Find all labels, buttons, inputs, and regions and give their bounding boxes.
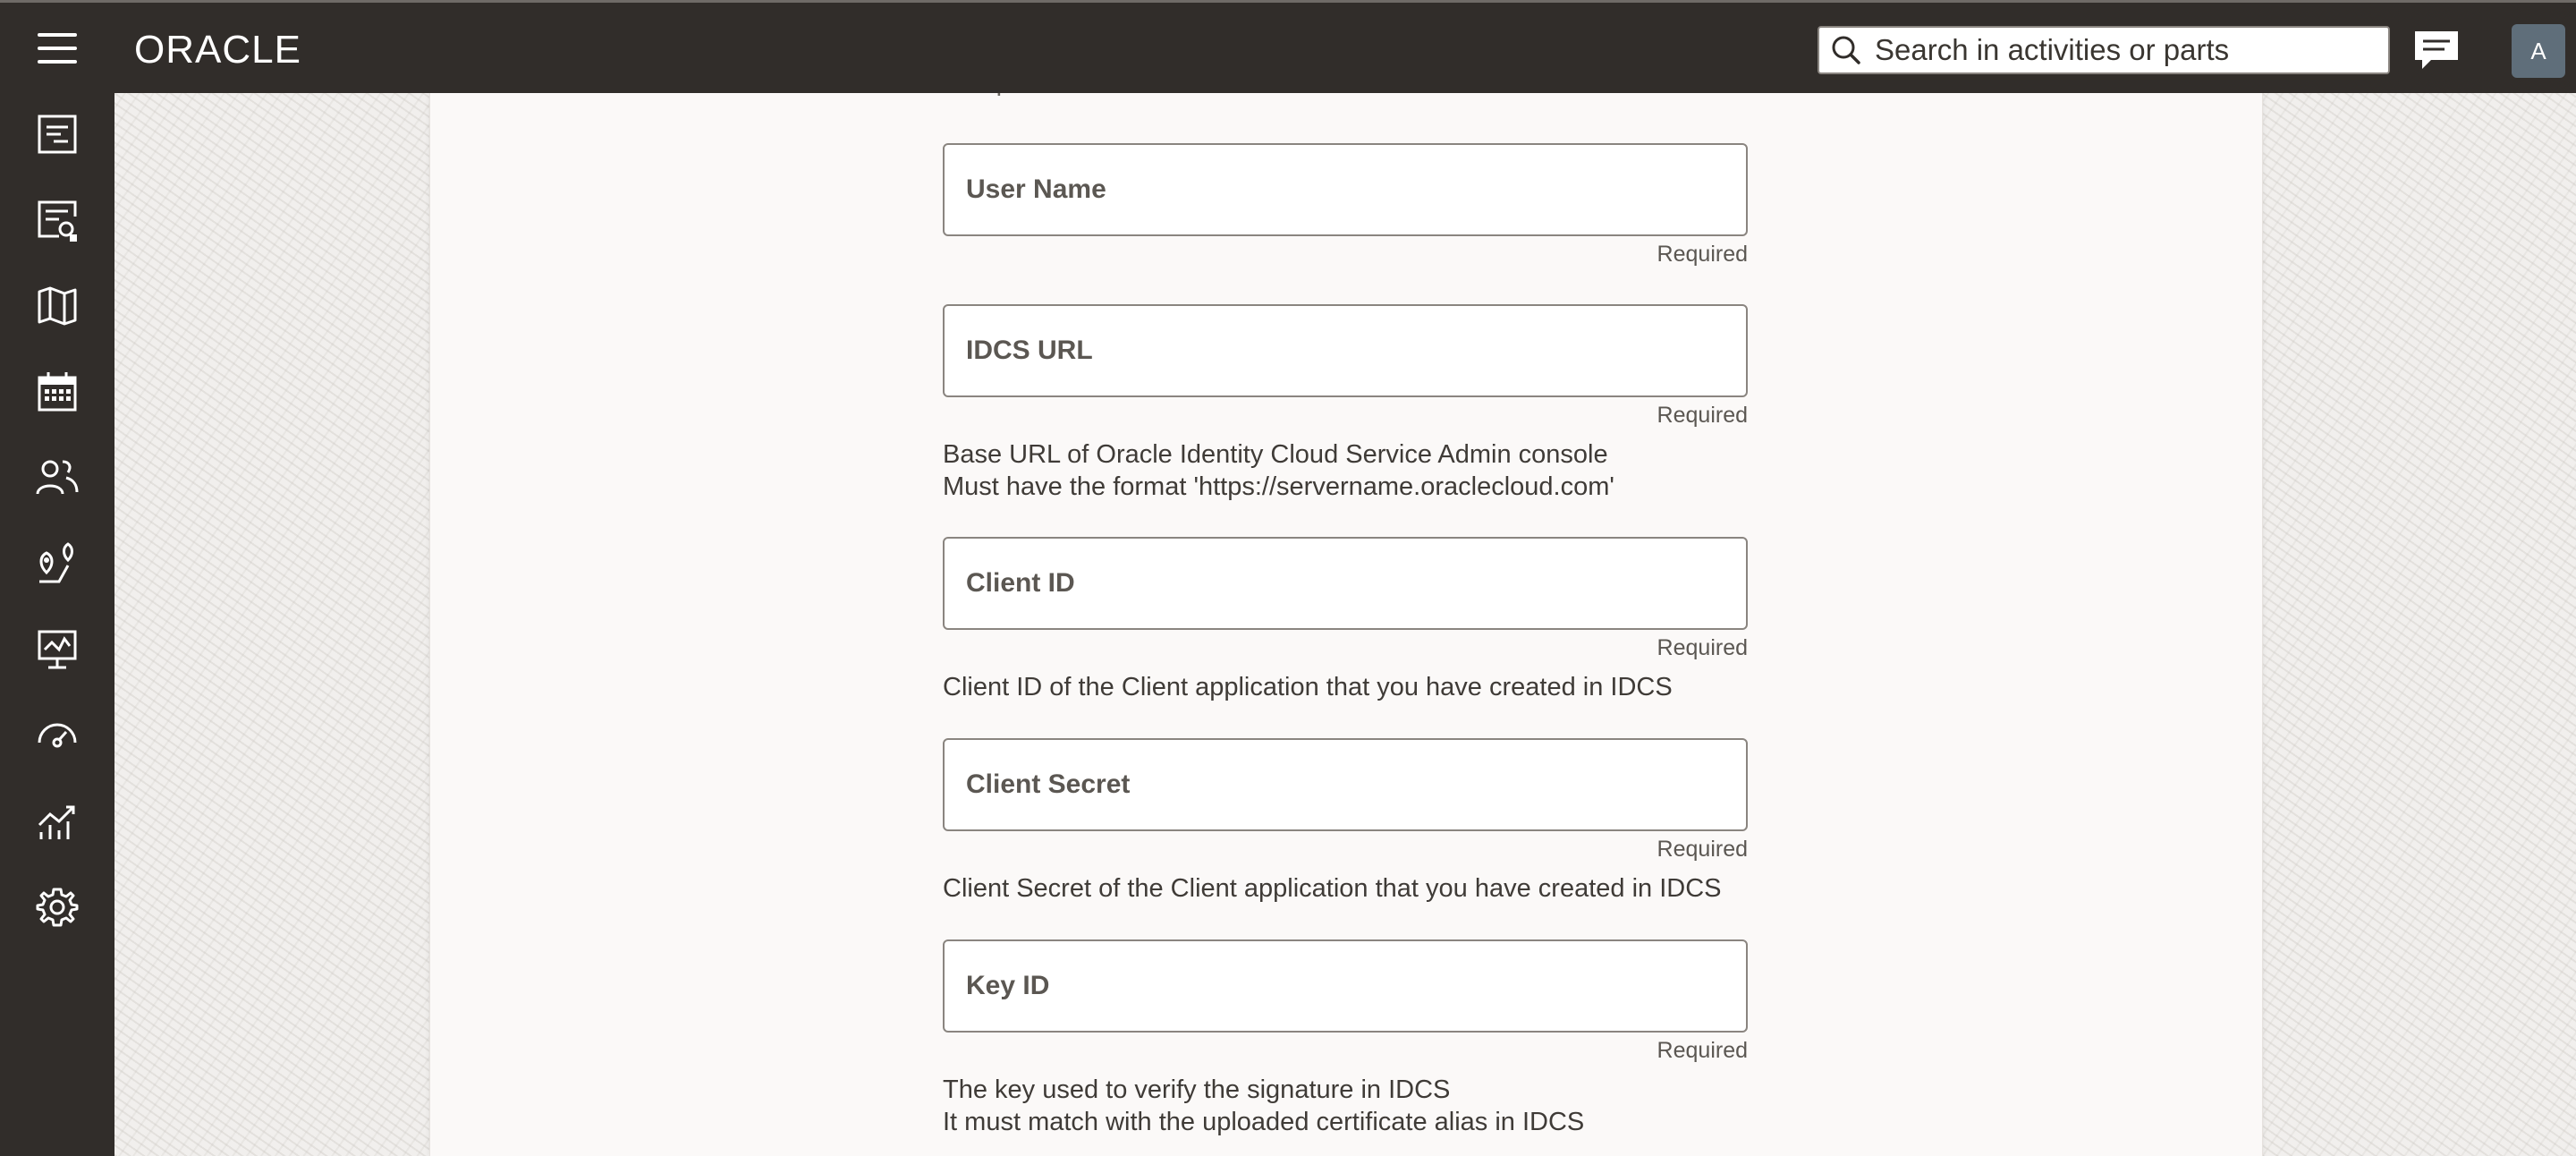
user-avatar[interactable]: A (2512, 24, 2565, 78)
key-id-field[interactable] (943, 939, 1748, 1033)
resources-icon[interactable] (30, 451, 84, 505)
key-id-help (943, 1074, 1584, 1138)
activities-list-icon[interactable] (30, 107, 84, 161)
idcs-url-help-line-1: Base URL of Oracle Identity Cloud Service Admin console (943, 440, 1608, 469)
chat-icon[interactable] (2411, 28, 2462, 74)
routing-icon[interactable] (30, 537, 84, 591)
idcs-url-field[interactable] (943, 304, 1748, 397)
search-box[interactable] (1818, 26, 2390, 74)
settings-gear-icon[interactable] (30, 880, 84, 934)
map-icon[interactable] (30, 279, 84, 333)
client-id-label: Client ID (966, 568, 1075, 598)
client-id-field[interactable] (943, 537, 1748, 630)
client-secret-help-line-1: Client Secret of the Client application that you have created in IDCS (943, 874, 1722, 903)
parts-search-icon[interactable] (30, 193, 84, 247)
key-id-help-line-2: It must match with the uploaded certificate alias in IDCS (943, 1108, 1585, 1136)
key-id-required: Required (1657, 1038, 1748, 1063)
idcs-url-help (943, 438, 1614, 503)
idcs-url-required: Required (1657, 403, 1748, 428)
oracle-logo-text: ORACLE (134, 30, 301, 69)
side-navigation (0, 93, 114, 1156)
gauge-icon[interactable] (30, 709, 84, 762)
client-secret-field[interactable] (943, 738, 1748, 831)
calendar-icon[interactable] (30, 365, 84, 419)
idcs-url-help-line-2: Must have the format 'https://servername.oraclecloud.com' (943, 472, 1614, 501)
client-id-help (943, 671, 1673, 703)
search-placeholder: Search in activities or parts (1875, 33, 2230, 66)
client-secret-help (943, 872, 1721, 905)
user-name-field[interactable] (943, 143, 1748, 236)
dashboard-presentation-icon[interactable] (30, 623, 84, 676)
key-id-help-line-1: The key used to verify the signature in IDCS (943, 1075, 1451, 1104)
user-name-required: Required (1657, 242, 1748, 267)
oracle-logo (134, 30, 358, 73)
user-name-label: User Name (966, 174, 1106, 204)
client-id-required: Required (1657, 635, 1748, 660)
idcs-url-label: IDCS URL (966, 336, 1093, 365)
key-id-label: Key ID (966, 971, 1050, 1000)
top-header (0, 0, 2576, 93)
client-secret-label: Client Secret (966, 769, 1131, 799)
analytics-icon[interactable] (30, 795, 84, 848)
client-id-help-line-1: Client ID of the Client application that you have created in IDCS (943, 673, 1673, 701)
search-icon (1828, 32, 1864, 68)
menu-hamburger-icon[interactable] (38, 33, 77, 64)
client-secret-required: Required (1657, 837, 1748, 862)
